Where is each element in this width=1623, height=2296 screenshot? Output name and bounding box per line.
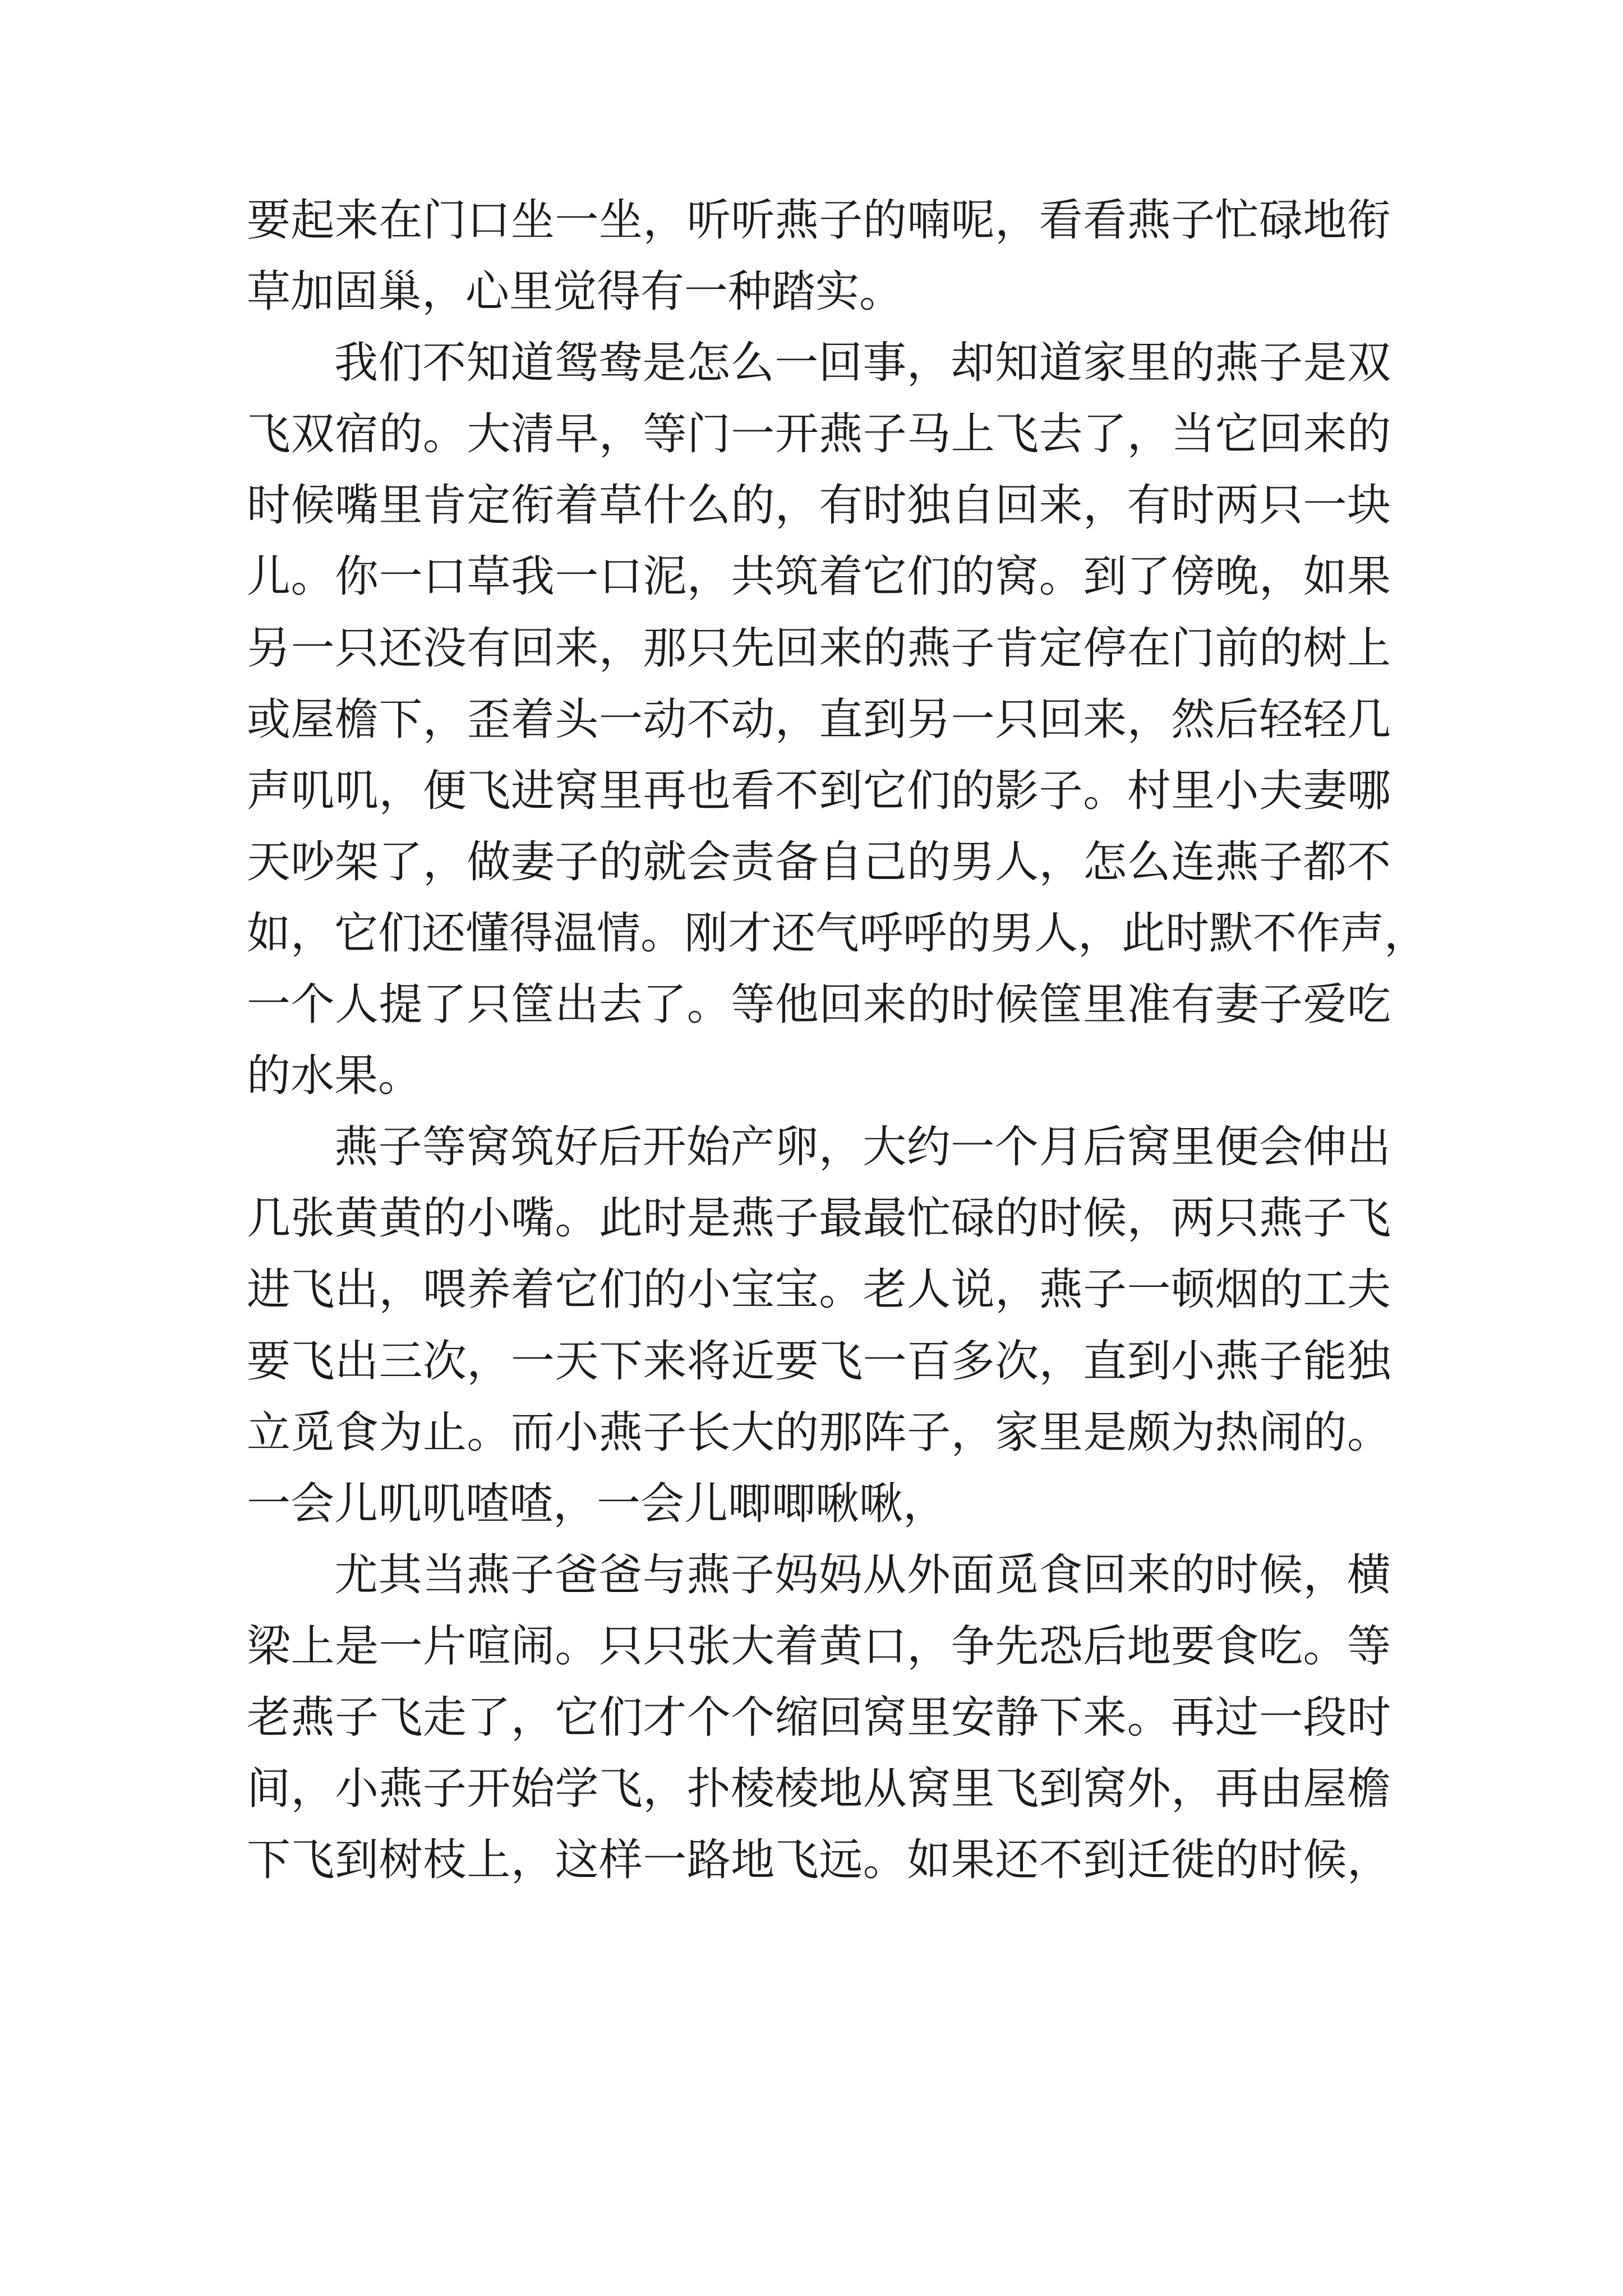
text-line: 天吵架了，做妻子的就会责备自己的男人，怎么连燕子都不 [247, 836, 1391, 887]
text-line: 几张黄黄的小嘴。此时是燕子最最忙碌的时候，两只燕子飞 [247, 1193, 1391, 1244]
text-line: 一会儿叽叽喳喳，一会儿唧唧啾啾， [247, 1478, 947, 1529]
body-text [247, 185, 1428, 1896]
text-line: 要起来在门口坐一坐，听听燕子的喃呢，看看燕子忙碌地衔 [247, 195, 1391, 246]
text-line: 或屋檐下，歪着头一动不动，直到另一只回来，然后轻轻几 [247, 694, 1391, 745]
text-line: 时候嘴里肯定衔着草什么的，有时独自回来，有时两只一块 [247, 480, 1391, 531]
paragraph [247, 185, 1391, 328]
text-line: 立觅食为止。而小燕子长大的那阵子，家里是颇为热闹的。 [247, 1407, 1391, 1458]
paragraph [247, 328, 1428, 1112]
text-line: 飞双宿的。大清早，等门一开燕子马上飞去了，当它回来的 [247, 409, 1391, 460]
paragraph [247, 1540, 1391, 1896]
text-line: 尤其当燕子爸爸与燕子妈妈从外面觅食回来的时候，横 [334, 1549, 1391, 1600]
text-line: 我们不知道鸳鸯是怎么一回事，却知道家里的燕子是双 [334, 338, 1391, 389]
text-line: 另一只还没有回来，那只先回来的燕子肯定停在门前的树上 [247, 623, 1391, 674]
text-line: 间，小燕子开始学飞，扑棱棱地从窝里飞到窝外，再由屋檐 [247, 1764, 1391, 1815]
text-line: 下飞到树枝上，这样一路地飞远。如果还不到迁徙的时候， [247, 1835, 1391, 1886]
text-line: 儿。你一口草我一口泥，共筑着它们的窝。到了傍晚，如果 [247, 551, 1391, 602]
text-line: 草加固巢，心里觉得有一种踏实。 [247, 266, 903, 318]
text-line: 梁上是一片喧闹。只只张大着黄口，争先恐后地要食吃。等 [247, 1621, 1391, 1672]
text-line: 要飞出三次，一天下来将近要飞一百多次，直到小燕子能独 [247, 1336, 1391, 1387]
text-line: 一个人提了只筐出去了。等他回来的时候筐里准有妻子爱吃 [247, 979, 1391, 1030]
text-line: 燕子等窝筑好后开始产卵，大约一个月后窝里便会伸出 [334, 1122, 1391, 1173]
text-line: 进飞出，喂养着它们的小宝宝。老人说，燕子一顿烟的工夫 [247, 1264, 1391, 1315]
text-line: 如，它们还懂得温情。刚才还气呼呼的男人，此时默不作声， [247, 908, 1428, 959]
text-line: 老燕子飞走了，它们才个个缩回窝里安静下来。再过一段时 [247, 1692, 1391, 1743]
text-line: 声叽叽，便飞进窝里再也看不到它们的影子。村里小夫妻哪 [247, 765, 1391, 816]
text-line: 的水果。 [247, 1051, 422, 1102]
paragraph [247, 1112, 1391, 1540]
